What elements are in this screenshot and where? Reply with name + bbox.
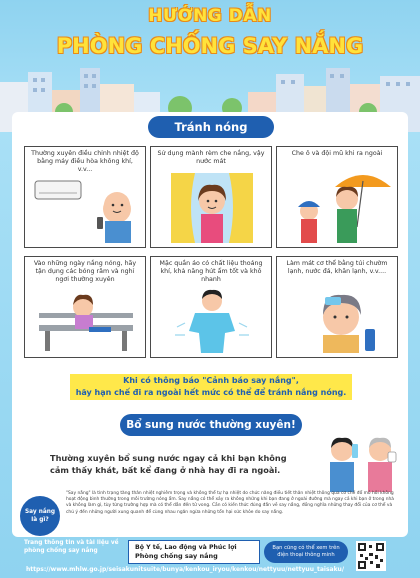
what-is-heatstroke-badge — [20, 496, 60, 536]
tip-card-text: Thường xuyên điều chỉnh nhiệt độ bằng máy điều hòa không khí, v.v... — [31, 150, 139, 174]
air-conditioner-illustration — [25, 147, 147, 249]
umbrella-illustration — [277, 147, 399, 249]
hydrate-text-line-1: Thường xuyên bổ sung nước ngay cả khi bạn không — [50, 453, 287, 463]
banner-line-1: Khi có thông báo "Cảnh báo say nắng", — [123, 376, 299, 385]
bench-illustration — [25, 257, 147, 359]
cooling-illustration — [277, 257, 399, 359]
tip-card-text: Che ô và đội mũ khi ra ngoài — [291, 150, 383, 157]
button-line-1: Bạn cũng có thể xem trên — [272, 545, 340, 551]
heat-alert-banner — [70, 374, 352, 400]
tip-card-air-conditioner — [24, 146, 146, 248]
section-title-avoid-heat: Tránh nóng — [148, 116, 274, 138]
heatstroke-definition: "Say nắng" là tình trạng tăng thân nhiệt nghiêm trọng và không thể tự hạ nhiệt do chức năng điều tiết thân nhiệt thông qua cơ chế đổ mồ hôi không hoạt động bình thường trong môi trường nóng ẩm. Say nắng có thể xảy ra không những khi bạn đang ở ngoài đường mà ngay cả khi bạn ở trong nhà và không làm gì, tùy từng trường hợp mà có thể dẫn đến tử vong. Cần có kiến thức đúng đắn về say nắng, đồng nghĩa những thay đổi của cơ thể và chú ý đến những người xung quanh để cùng nhau ngăn ngừa những tổn hại sức khỏe do say nắng. — [66, 491, 394, 515]
tip-card-curtains — [150, 146, 272, 248]
tip-card-text: Làm mát cơ thể bằng túi chườm lạnh, nước đá, khăn lạnh, v.v.... — [286, 260, 388, 276]
footer-left-line-1: Trang thông tin và tài liệu về — [24, 540, 119, 546]
hydrate-text — [50, 452, 290, 476]
banner-line-2: hãy hạn chế đi ra ngoài hết mức có thể để tránh nắng nóng. — [75, 388, 347, 397]
drinking-people-illustration — [318, 430, 404, 492]
footer-left-line-2: phòng chống say nắng — [24, 547, 98, 554]
campaign-name: Phòng chống say nắng — [135, 552, 218, 560]
title-line-1: HƯỚNG DẪN — [148, 6, 272, 26]
clothes-illustration — [151, 257, 273, 359]
tip-card-umbrella — [276, 146, 398, 248]
footer-url[interactable]: https://www.mhlw.go.jp/seisakunitsuite/bunya/kenkou_iryou/kenkou/nettyuu/nettyuu_taisaku/ — [26, 566, 345, 573]
ministry-name: Bộ Y tế, Lao động và Phúc lợi — [135, 544, 237, 551]
ministry-search-box[interactable] — [128, 540, 260, 564]
badge-line-1: Say nắng — [24, 509, 56, 515]
section-title-hydrate: Bổ sung nước thường xuyên! — [120, 414, 302, 436]
curtain-illustration — [151, 147, 273, 249]
qr-code-icon[interactable] — [356, 541, 386, 571]
tip-card-text: Sử dụng mành rèm che nắng, vậy nước mát — [157, 150, 265, 166]
badge-line-2: là gì? — [31, 517, 49, 523]
tip-card-rest-in-shade — [24, 256, 146, 358]
smartphone-view-button[interactable] — [264, 541, 348, 563]
title-line-2: PHÒNG CHỐNG SAY NẮNG — [56, 34, 364, 58]
tip-card-text: Mặc quần áo có chất liệu thoáng khí, khả năng hút ẩm tốt và khô nhanh — [159, 260, 263, 284]
tip-card-breathable-clothes — [150, 256, 272, 358]
tip-card-cooling-packs — [276, 256, 398, 358]
footer-info-label — [24, 540, 124, 555]
tip-card-text: Vào những ngày nắng nóng, hãy tận dụng các bóng râm và nghỉ ngơi thường xuyên — [33, 260, 137, 284]
button-line-2: điện thoại thông minh — [277, 552, 335, 558]
hydrate-text-line-2: cảm thấy khát, bất kể đang ở nhà hay đi ra ngoài. — [50, 465, 281, 475]
